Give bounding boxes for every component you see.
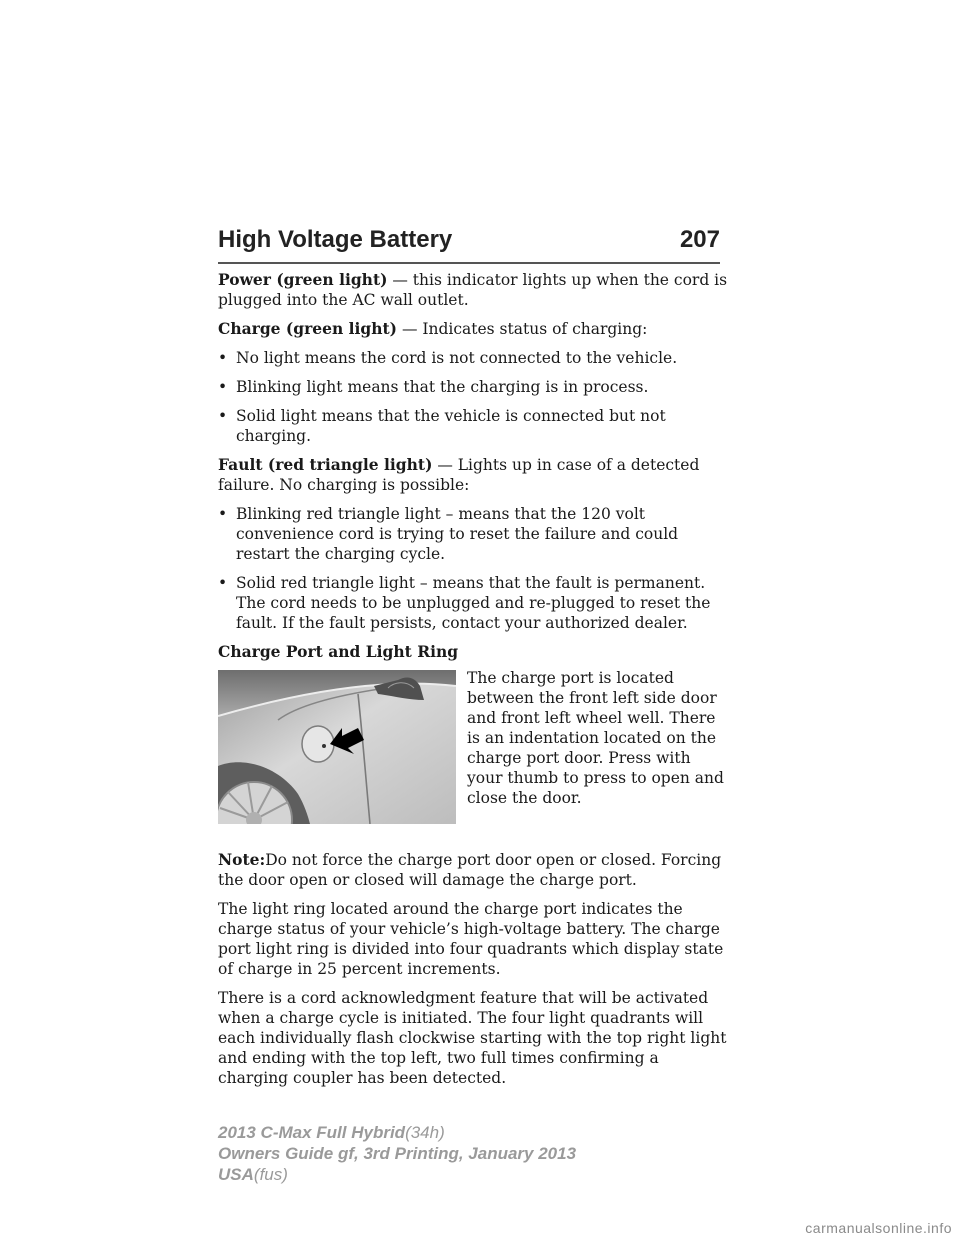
list-item: • Solid red triangle light – means that the fault is permanent. The cord needs to be unplugged and re-plugged to reset the fault. If the fault persists, contact your authorized dealer. — [218, 573, 728, 633]
list-item: • No light means the cord is not connected to the vehicle. — [218, 348, 728, 368]
charge-bullet-list — [218, 348, 728, 446]
charge-port-illustration — [218, 670, 456, 824]
footer-model: 2013 C-Max Full Hybrid — [218, 1123, 406, 1142]
note-paragraph — [218, 850, 728, 890]
power-paragraph — [218, 270, 728, 310]
fault-paragraph — [218, 455, 728, 495]
charge-port-heading: Charge Port and Light Ring — [218, 642, 459, 661]
list-item: • Blinking light means that the charging is in process. — [218, 377, 728, 397]
fault-text: — Lights up in case of a detected failure. No charging is possible: — [218, 456, 700, 494]
watermark-text: carmanualsonline.info — [805, 1220, 952, 1236]
page-header — [218, 226, 720, 264]
footer-market: USA — [218, 1165, 254, 1184]
list-item: • Solid light means that the vehicle is connected but not charging. — [218, 406, 728, 446]
charge-paragraph — [218, 319, 728, 339]
footer-market-code: (fus) — [253, 1165, 288, 1184]
footer-model-code: (34h) — [405, 1123, 445, 1142]
charge-text: — Indicates status of charging: — [397, 320, 648, 338]
charge-port-paragraph — [218, 642, 728, 662]
power-text: — this indicator lights up when the cord is plugged into the AC wall outlet. — [218, 271, 728, 309]
page-number: 207 — [679, 226, 720, 253]
fault-label: Fault (red triangle light) — [218, 455, 433, 474]
power-label: Power (green light) — [218, 270, 388, 289]
section-title: High Voltage Battery — [218, 226, 453, 253]
light-ring-paragraph: The light ring located around the charge port indicates the charge status of your vehicle’s high-voltage battery. The charge port light ring is divided into four quadrants which display state of charge in 25 percent increments. — [218, 900, 724, 978]
note-text: Do not force the charge port door open or closed. Forcing the door open or closed will damage the charge port. — [218, 851, 722, 889]
footer-line-1 — [218, 1122, 576, 1143]
page-body — [218, 270, 728, 1097]
charge-label: Charge (green light) — [218, 319, 398, 338]
footer-line-3 — [218, 1164, 576, 1185]
fault-bullet-list — [218, 504, 728, 633]
page-footer — [218, 1122, 576, 1185]
charge-port-description: The charge port is located between the front left side door and front left wheel well. There is an indentation located on the charge port door. Press with your thumb to press to open and close the door. — [467, 669, 724, 807]
list-item: • Blinking red triangle light – means that the 120 volt convenience cord is trying to reset the failure and could restart the charging cycle. — [218, 504, 728, 564]
note-label: Note: — [218, 850, 266, 869]
cord-acknowledgment-paragraph: There is a cord acknowledgment feature that will be activated when a charge cycle is initiated. The four light quadrants will each individually flash clockwise starting with the top right light and ending with the top left, two full times confirming a charging coupler has been detected. — [218, 989, 727, 1087]
footer-line-2: Owners Guide gf, 3rd Printing, January 2013 — [218, 1144, 577, 1163]
charge-port-figure-row — [218, 668, 728, 840]
